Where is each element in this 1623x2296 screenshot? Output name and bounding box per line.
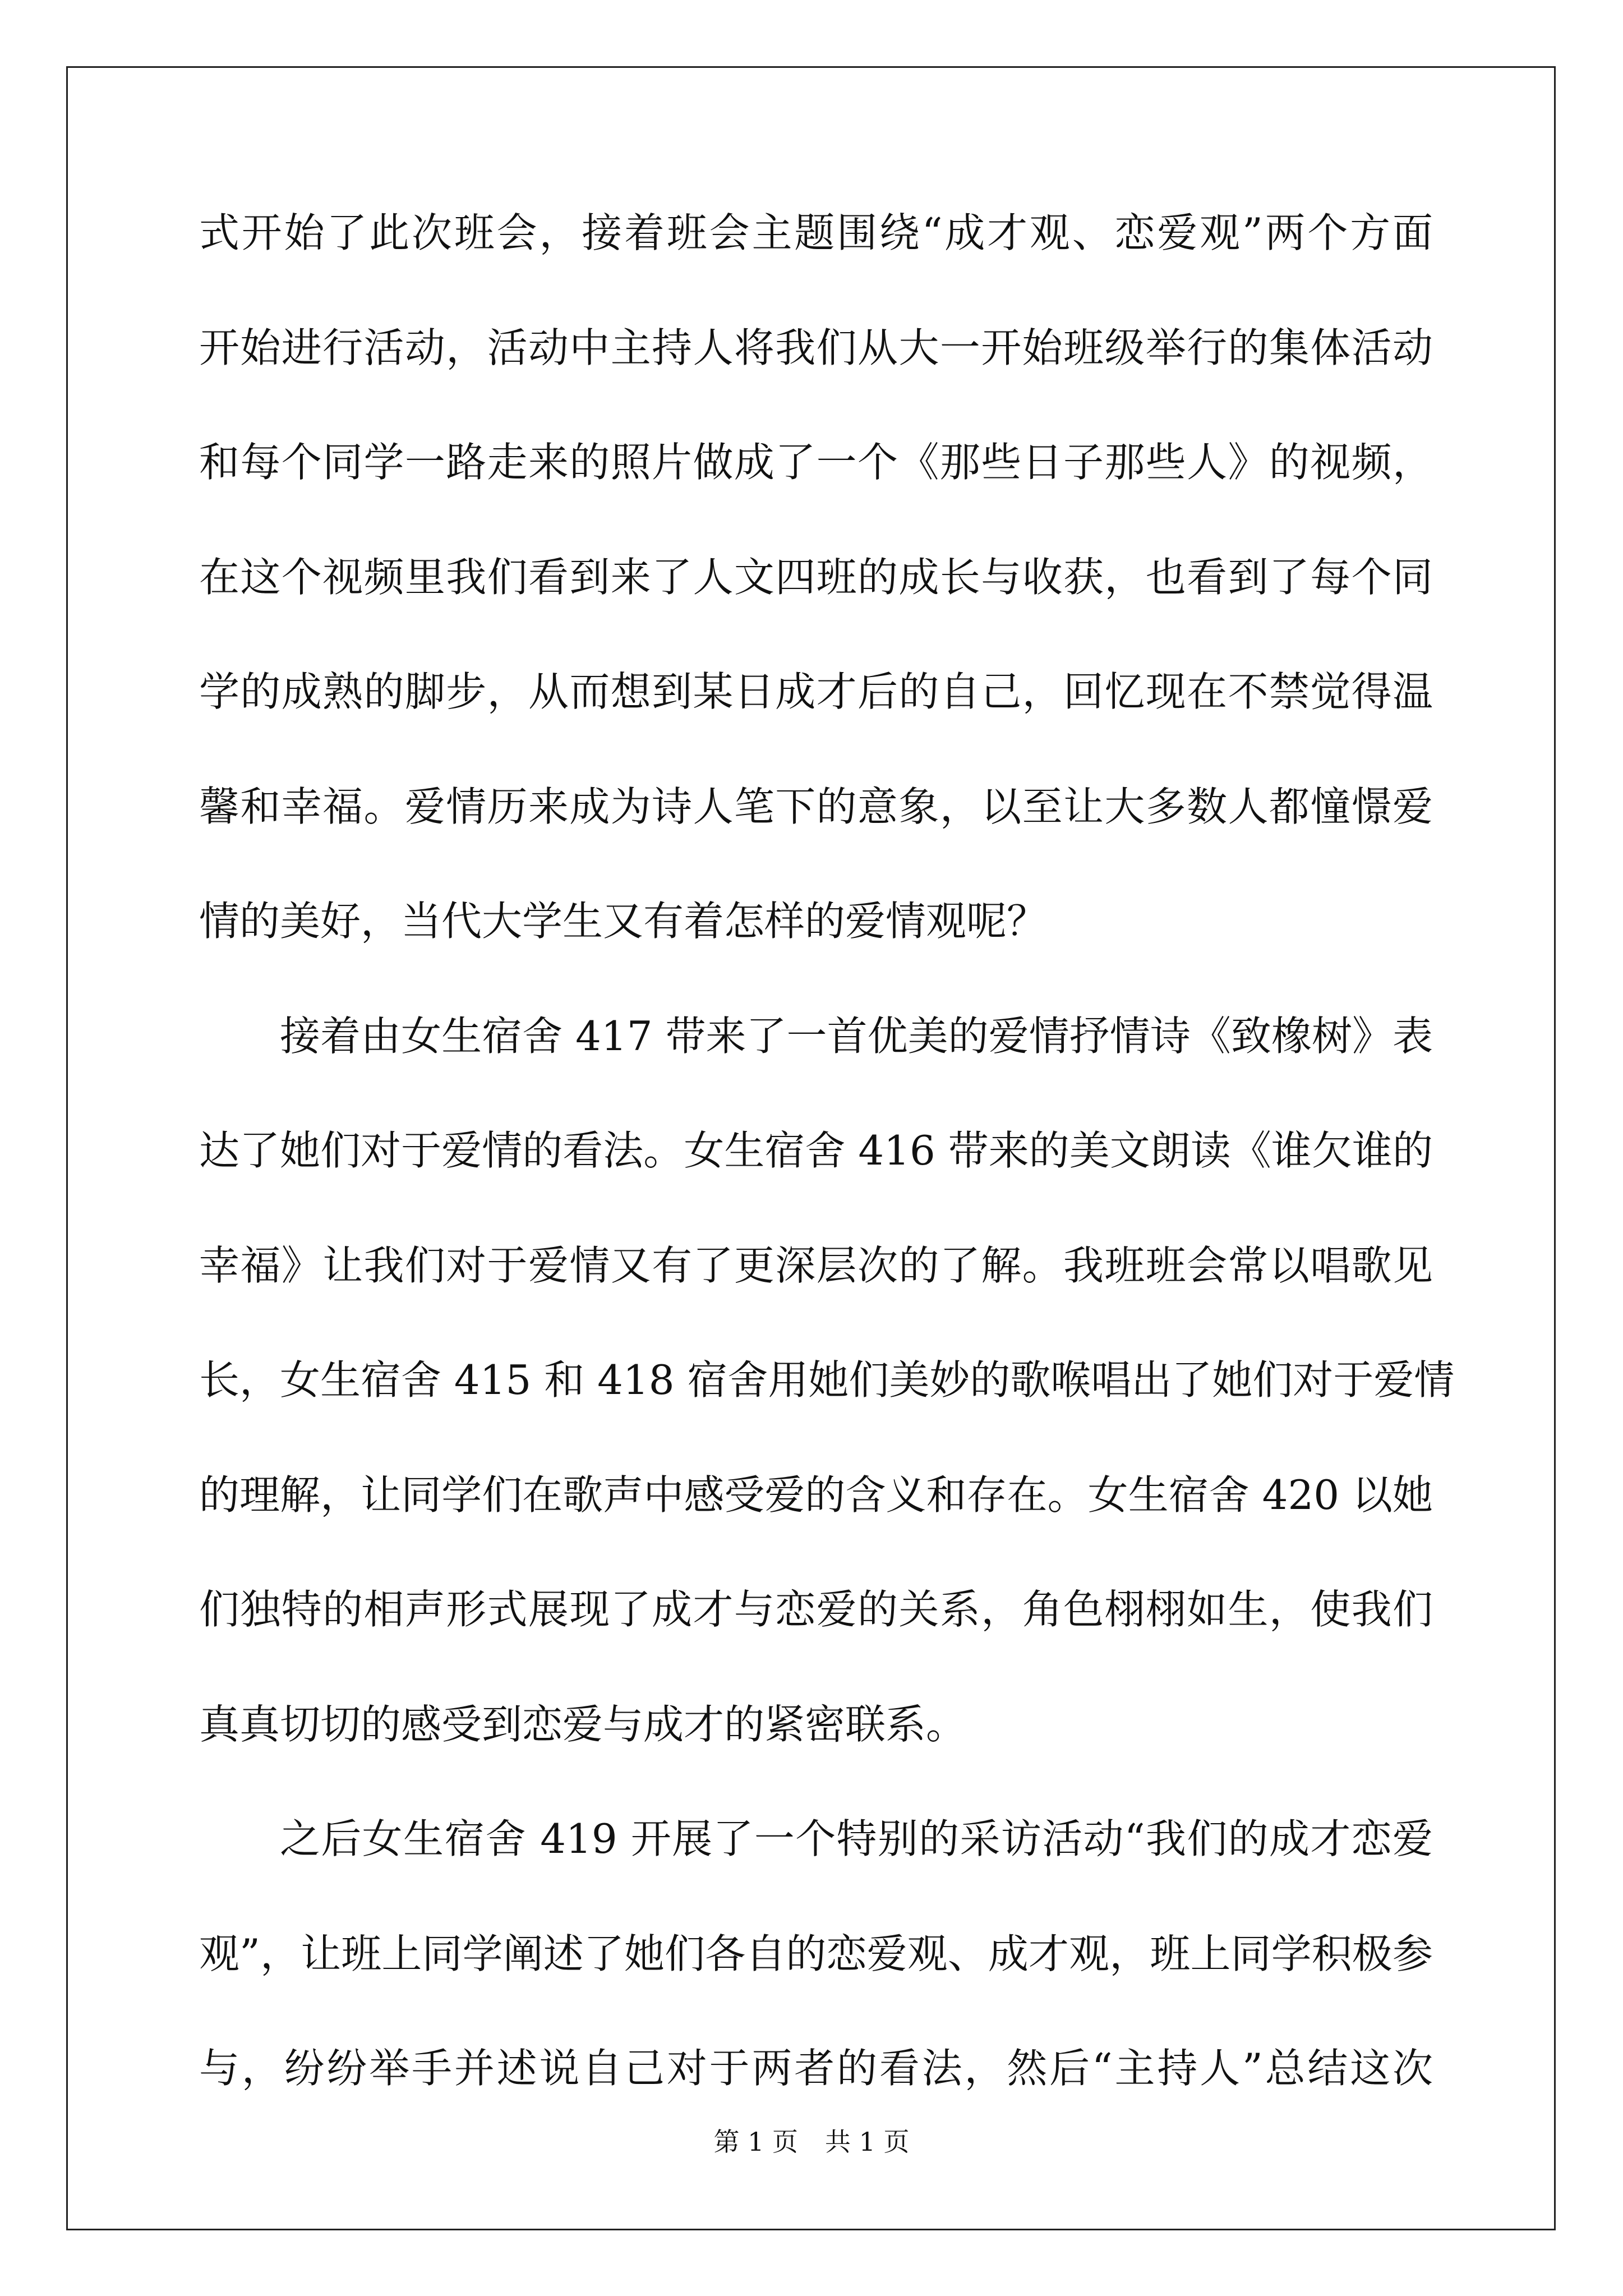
text-line: 馨和幸福。爱情历来成为诗人笔下的意象，以至让大多数人都憧憬爱: [199, 783, 1433, 830]
document-body: [199, 208, 1455, 2158]
text-line: 观”，让班上同学阐述了她们各自的恋爱观、成才观，班上同学积极参: [199, 1930, 1433, 1977]
text-line: 长，女生宿舍 415 和 418 宿舍用她们美妙的歌喉唱出了她们对于爱情: [199, 1356, 1455, 1404]
text-line: 之后女生宿舍 419 开展了一个特别的采访活动“我们的成才恋爱: [280, 1815, 1433, 1862]
text-line: 与，纷纷举手并述说自己对于两者的看法，然后“主持人”总结这次: [199, 2045, 1433, 2092]
page-total: 共 1 页: [825, 2127, 910, 2157]
text-line: 开始进行活动，活动中主持人将我们从大一开始班级举行的集体活动: [199, 324, 1433, 371]
text-line: 幸福》让我们对于爱情又有了更深层次的了解。我班班会常以唱歌见: [199, 1241, 1433, 1289]
text-line: 在这个视频里我们看到来了人文四班的成长与收获，也看到了每个同: [199, 553, 1433, 601]
text-line: 真真切切的感受到恋爱与成才的紧密联系。: [199, 1700, 967, 1748]
text-line: 达了她们对于爱情的看法。女生宿舍 416 带来的美文朗读《谁欠谁的: [199, 1127, 1433, 1174]
text-line: 们独特的相声形式展现了成才与恋爱的关系，角色栩栩如生，使我们: [199, 1586, 1433, 1633]
text-line: 情的美好，当代大学生又有着怎样的爱情观呢？: [199, 898, 1048, 945]
page-footer: [0, 2126, 1623, 2157]
page-number: 第 1 页: [713, 2127, 798, 2157]
text-line: 和每个同学一路走来的照片做成了一个《那些日子那些人》的视频，: [199, 439, 1433, 486]
text-line: 接着由女生宿舍 417 带来了一首优美的爱情抒情诗《致橡树》表: [280, 1012, 1433, 1060]
text-line: 的理解，让同学们在歌声中感受爱的含义和存在。女生宿舍 420 以她: [199, 1471, 1433, 1519]
text-line: 式开始了此次班会，接着班会主题围绕“成才观、恋爱观”两个方面: [199, 209, 1433, 256]
text-line: 学的成熟的脚步，从而想到某日成才后的自己，回忆现在不禁觉得温: [199, 668, 1433, 715]
